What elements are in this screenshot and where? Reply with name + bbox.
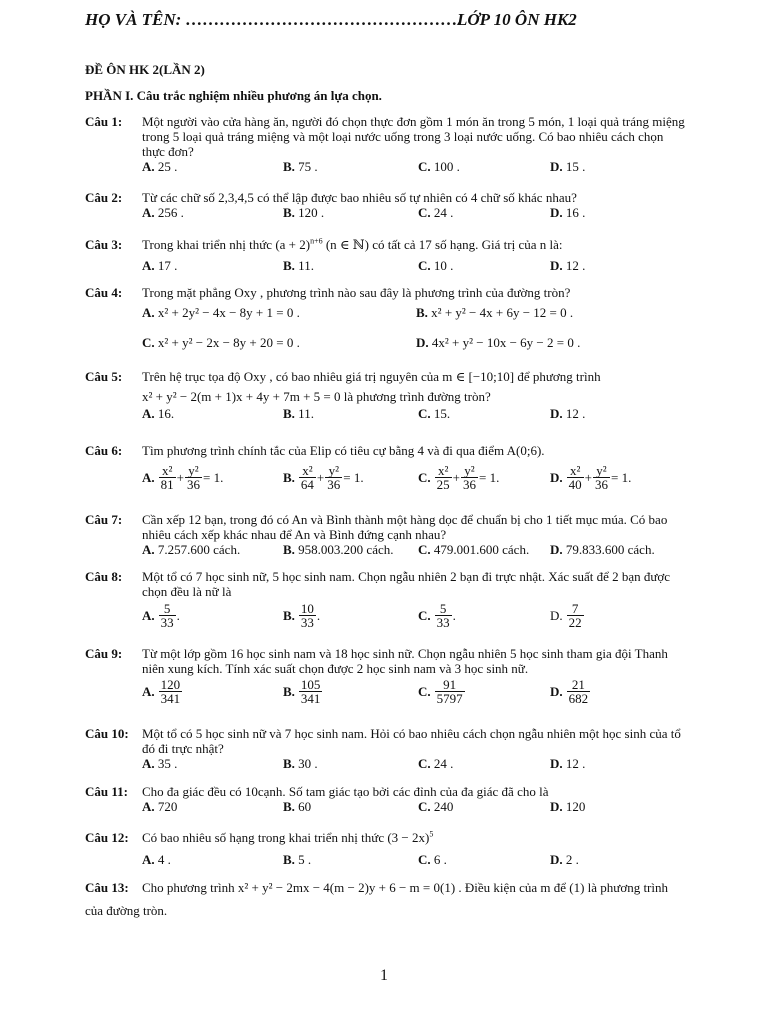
header — [85, 12, 685, 27]
option-a: A. 16. — [142, 406, 175, 421]
question-stem: Từ một lớp gồm 16 học sinh nam và 18 học sinh nữ. Chọn ngẫu nhiên 5 học sinh tham gia đội Thanh niên xung kích. Tính xác suất chọn được 2 học sinh nam và 3 học sinh nữ. — [142, 646, 668, 676]
question-number: Câu 5: — [85, 369, 123, 384]
option-d: D. 120 — [550, 799, 586, 814]
option-b: B. 958.003.200 cách. — [283, 542, 394, 557]
question-stem: Cho đa giác đều có 10cạnh. Số tam giác tạo bởi các đỉnh của đa giác đã cho là — [142, 784, 549, 799]
question-3 — [85, 237, 685, 274]
question-stem: Một tổ có 5 học sinh nữ và 7 học sinh nam. Hỏi có bao nhiêu cách chọn ngẫu nhiên một học sinh của tổ đó đi trực nhật? — [142, 726, 681, 756]
option-d: D. $\frac{7}{22}$ — [550, 601, 582, 630]
option-d: D. 12 . — [550, 756, 586, 771]
question-stem: Cho phương trình x² + y² − 2mx − 4(m − 2)y + 6 − m = 0(1) . Điều kiện của m để (1) là phương trình của đường tròn. — [85, 880, 668, 918]
option-a: A. 25 . — [142, 159, 178, 174]
option-c: C. $\frac{\text{x²}}{25}$ + $\frac{\text{y²}}{36}$ = 1. — [418, 463, 500, 492]
question-4 — [85, 285, 685, 351]
option-b: B. $\frac{10}{33}$ . — [283, 601, 321, 630]
option-b: B. 60 — [283, 799, 312, 814]
option-c: C. 24 . — [418, 205, 454, 220]
option-a: A. x² + 2y² − 4x − 8y + 1 = 0 . — [142, 305, 300, 320]
option-d: D. 12 . — [550, 406, 586, 421]
question-number: Câu 11: — [85, 784, 128, 799]
option-b: B. $\frac{105}{341}$ — [283, 677, 321, 706]
part-title: PHẦN I. Câu trắc nghiệm nhiều phương án lựa chọn. — [85, 88, 382, 103]
option-d: D. 15 . — [550, 159, 586, 174]
page-number: 1 — [380, 967, 388, 984]
question-11 — [85, 784, 685, 815]
option-d: D. 12 . — [550, 258, 586, 273]
option-b: B. 30 . — [283, 756, 318, 771]
question-number: Câu 12: — [85, 830, 129, 845]
options — [142, 205, 685, 221]
question-8 — [85, 569, 685, 636]
question-stem-line-2: x² + y² − 2(m + 1)x + 4y + 7m + 5 = 0 là phương trình đường tròn? — [142, 389, 491, 404]
question-7 — [85, 512, 685, 558]
options — [142, 542, 685, 558]
name-label: HỌ VÀ TÊN: …………………………………………. — [85, 10, 462, 29]
question-stem: Trong khai triển nhị thức $(a + 2)^{n+6}$ (n ∈ ℕ) có tất cả 17 số hạng. Giá trị của n là: — [142, 236, 563, 252]
question-stem: Trong mặt phẳng Oxy , phương trình nào sau đây là phương trình của đường tròn? — [142, 285, 571, 300]
option-b: B. x² + y² − 4x + 6y − 12 = 0 . — [416, 305, 574, 320]
options — [142, 799, 685, 815]
exam-title: ĐỀ ÔN HK 2(LẦN 2) — [85, 62, 205, 77]
option-a: A. $\frac{5}{33}$ . — [142, 601, 180, 630]
question-9 — [85, 646, 685, 712]
option-a: A. 7.257.600 cách. — [142, 542, 241, 557]
question-stem: Cần xếp 12 bạn, trong đó có An và Bình thành một hàng dọc để chuẩn bị cho 1 tiết mục múa. Có bao nhiêu cách xếp khác nhau để An và Bình đứng cạnh nhau? — [142, 512, 668, 542]
question-2 — [85, 190, 685, 221]
option-c: C. x² + y² − 2x − 8y + 20 = 0 . — [142, 335, 300, 350]
options — [142, 756, 685, 772]
option-d: D. 4x² + y² − 10x − 6y − 2 = 0 . — [416, 335, 581, 350]
option-c: C. $\frac{91}{5797}$ — [418, 677, 463, 706]
option-c: C. 10 . — [418, 258, 454, 273]
option-c: C. $\frac{5}{33}$ . — [418, 601, 456, 630]
options — [142, 406, 685, 422]
option-d: D. 2 . — [550, 852, 579, 867]
question-stem: Một tổ có 7 học sinh nữ, 5 học sinh nam. Chọn ngẫu nhiên 2 bạn đi trực nhật. Xác suất để 2 bạn được chọn đều là nữ là — [142, 569, 671, 599]
option-c: C. 100 . — [418, 159, 460, 174]
question-12 — [85, 830, 685, 868]
question-stem: Một người vào cửa hàng ăn, người đó chọn thực đơn gồm 1 món ăn trong 5 món, 1 loại quả tráng miệng trong 5 loại quả tráng miệng và một loại nước uống trong 3 loại nước uống. Có bao nhiêu cách chọn thực đơn? — [142, 114, 685, 159]
option-c: C. 15. — [418, 406, 451, 421]
question-number: Câu 3: — [85, 237, 123, 252]
options — [142, 258, 685, 274]
question-13 — [85, 880, 685, 922]
option-a: A. $\frac{120}{341}$ — [142, 677, 181, 706]
question-number: Câu 13: — [85, 880, 129, 895]
question-6 — [85, 443, 685, 498]
question-1 — [85, 114, 685, 175]
option-b: B. $\frac{\text{x²}}{64}$ + $\frac{\text{y²}}{36}$ = 1. — [283, 463, 364, 492]
class-label: LỚP 10 ÔN HK2 — [457, 10, 577, 29]
question-10 — [85, 726, 685, 772]
question-number: Câu 2: — [85, 190, 123, 205]
option-c: C. 240 — [418, 799, 454, 814]
question-number: Câu 1: — [85, 114, 123, 129]
option-a: A. 35 . — [142, 756, 178, 771]
question-number: Câu 7: — [85, 512, 123, 527]
option-c: C. 24 . — [418, 756, 454, 771]
options — [142, 159, 685, 175]
question-number: Câu 8: — [85, 569, 123, 584]
option-a: A. 4 . — [142, 852, 171, 867]
option-d: D. 79.833.600 cách. — [550, 542, 655, 557]
options — [142, 464, 685, 498]
question-number: Câu 6: — [85, 443, 123, 458]
options — [142, 335, 685, 351]
question-number: Câu 9: — [85, 646, 123, 661]
question-stem: Từ các chữ số 2,3,4,5 có thể lập được bao nhiêu số tự nhiên có 4 chữ số khác nhau? — [142, 190, 577, 205]
option-d: D. 16 . — [550, 205, 586, 220]
question-5 — [85, 369, 685, 422]
options — [142, 305, 685, 321]
question-stem: Có bao nhiêu số hạng trong khai triển nhị thức $(3 - 2x)^5$ — [142, 829, 434, 845]
option-b: B. 11. — [283, 258, 314, 273]
question-number: Câu 10: — [85, 726, 129, 741]
options — [142, 678, 685, 712]
option-b: B. 120 . — [283, 205, 325, 220]
question-stem: Trên hệ trục tọa độ Oxy , có bao nhiêu giá trị nguyên của m ∈ [−10;10] để phương trình — [142, 369, 601, 384]
question-number: Câu 4: — [85, 285, 123, 300]
option-c: C. 479.001.600 cách. — [418, 542, 530, 557]
question-stem: Tìm phương trình chính tắc của Elip có tiêu cự bằng 4 và đi qua điểm A(0;6). — [142, 443, 545, 458]
option-a: A. 720 — [142, 799, 178, 814]
option-d: D. $\frac{\text{x²}}{40}$ + $\frac{\text{y²}}{36}$ = 1. — [550, 463, 632, 492]
option-c: C. 6 . — [418, 852, 447, 867]
option-d: D. $\frac{21}{682}$ — [550, 677, 589, 706]
option-a: A. 256 . — [142, 205, 184, 220]
option-a: A. $\frac{\text{x²}}{81}$ + $\frac{\text{y²}}{36}$ = 1. — [142, 463, 224, 492]
options — [142, 602, 685, 636]
options — [142, 852, 685, 868]
option-b: B. 11. — [283, 406, 314, 421]
option-b: B. 5 . — [283, 852, 312, 867]
option-b: B. 75 . — [283, 159, 318, 174]
option-a: A. 17 . — [142, 258, 178, 273]
